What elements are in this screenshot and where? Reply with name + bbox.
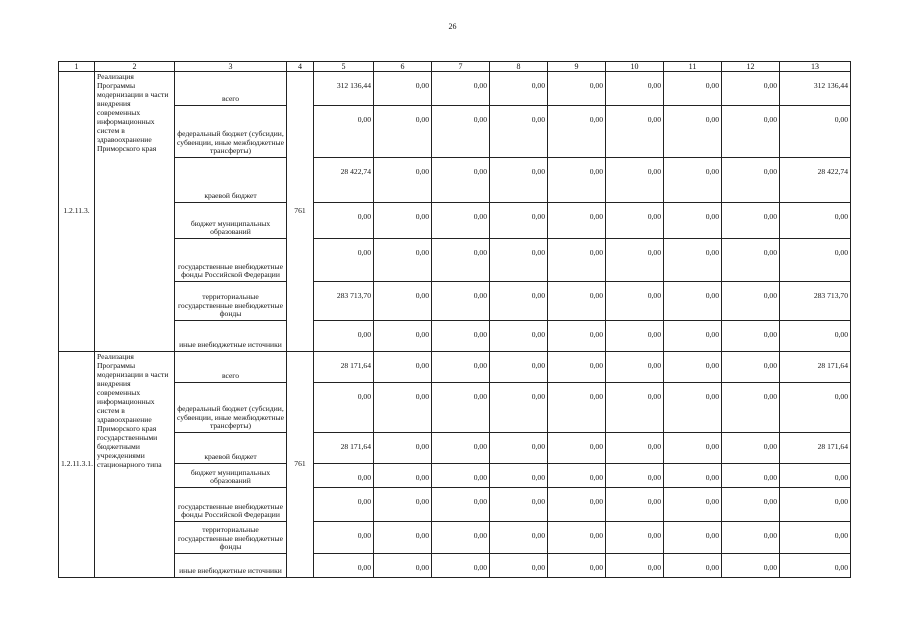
amount-cell: 0,00 (780, 239, 851, 282)
amount-cell: 0,00 (780, 488, 851, 522)
amount-cell: 0,00 (606, 321, 664, 352)
amount-cell: 28 171,64 (780, 433, 851, 464)
amount-cell: 0,00 (722, 321, 780, 352)
table-row (59, 352, 851, 383)
table-row (59, 106, 851, 158)
amount-cell: 0,00 (780, 554, 851, 578)
table-body (59, 72, 851, 578)
amount-cell: 0,00 (606, 352, 664, 383)
amount-cell: 0,00 (374, 321, 432, 352)
amount-cell: 0,00 (314, 321, 374, 352)
amount-cell: 0,00 (664, 554, 722, 578)
column-header: 11 (664, 62, 722, 72)
page-number: 26 (448, 22, 457, 31)
funding-source: краевой бюджет (175, 158, 287, 203)
amount-cell: 0,00 (432, 321, 490, 352)
amount-cell: 28 171,64 (314, 352, 374, 383)
amount-cell: 0,00 (314, 554, 374, 578)
amount-cell: 0,00 (664, 488, 722, 522)
funding-source: бюджет муниципальных образований (175, 203, 287, 239)
funding-source: территориальные государственные внебюджетные фонды (175, 522, 287, 554)
amount-cell: 0,00 (722, 488, 780, 522)
amount-cell: 0,00 (548, 522, 606, 554)
amount-cell: 0,00 (314, 522, 374, 554)
column-header: 5 (314, 62, 374, 72)
amount-cell: 0,00 (606, 522, 664, 554)
amount-cell: 0,00 (780, 203, 851, 239)
grbs-code: 761 (287, 72, 314, 352)
column-header: 8 (490, 62, 548, 72)
item-code: 1.2.11.3. (59, 72, 95, 352)
amount-cell: 0,00 (664, 522, 722, 554)
column-header: 13 (780, 62, 851, 72)
funding-source: федеральный бюджет (субсидии, субвенции, иные межбюджетные трансферты) (175, 106, 287, 158)
amount-cell: 0,00 (374, 433, 432, 464)
amount-cell: 0,00 (374, 488, 432, 522)
amount-cell: 28 422,74 (780, 158, 851, 203)
amount-cell: 0,00 (722, 72, 780, 106)
item-name: Реализация Программы модернизации в части внедрения современных информационных систем в здравоохранение Приморского края государственными бюджетными учреждениями стационарного типа (95, 352, 175, 578)
amount-cell: 0,00 (432, 383, 490, 433)
table-row (59, 158, 851, 203)
amount-cell: 283 713,70 (780, 282, 851, 321)
amount-cell: 0,00 (548, 433, 606, 464)
amount-cell: 0,00 (664, 352, 722, 383)
amount-cell: 0,00 (606, 433, 664, 464)
column-header: 1 (59, 62, 95, 72)
funding-source: федеральный бюджет (субсидии, субвенции, иные межбюджетные трансферты) (175, 383, 287, 433)
table-row (59, 321, 851, 352)
amount-cell: 0,00 (722, 352, 780, 383)
amount-cell: 0,00 (374, 554, 432, 578)
table-row (59, 239, 851, 282)
amount-cell: 0,00 (490, 106, 548, 158)
amount-cell: 0,00 (548, 106, 606, 158)
budget-table (58, 61, 851, 578)
column-header: 6 (374, 62, 432, 72)
amount-cell: 0,00 (606, 158, 664, 203)
funding-source: территориальные государственные внебюджетные фонды (175, 282, 287, 321)
amount-cell: 0,00 (664, 383, 722, 433)
item-code: 1.2.11.3.1. (59, 352, 95, 578)
amount-cell: 28 422,74 (314, 158, 374, 203)
amount-cell: 0,00 (664, 464, 722, 488)
amount-cell: 0,00 (722, 522, 780, 554)
table-row (59, 203, 851, 239)
column-header: 3 (175, 62, 287, 72)
amount-cell: 0,00 (490, 282, 548, 321)
amount-cell: 0,00 (664, 72, 722, 106)
table-row (59, 282, 851, 321)
amount-cell: 0,00 (490, 239, 548, 282)
amount-cell: 0,00 (314, 239, 374, 282)
amount-cell: 0,00 (490, 433, 548, 464)
amount-cell: 0,00 (490, 522, 548, 554)
amount-cell: 0,00 (548, 488, 606, 522)
amount-cell: 0,00 (490, 554, 548, 578)
column-number-row (59, 62, 851, 72)
amount-cell: 0,00 (490, 158, 548, 203)
amount-cell: 0,00 (374, 282, 432, 321)
amount-cell: 0,00 (548, 352, 606, 383)
amount-cell: 0,00 (374, 383, 432, 433)
amount-cell: 0,00 (780, 383, 851, 433)
table-row (59, 72, 851, 106)
amount-cell: 0,00 (548, 158, 606, 203)
amount-cell: 0,00 (664, 106, 722, 158)
funding-source: иные внебюджетные источники (175, 321, 287, 352)
amount-cell: 0,00 (548, 282, 606, 321)
amount-cell: 0,00 (432, 203, 490, 239)
column-header: 2 (95, 62, 175, 72)
amount-cell: 0,00 (606, 383, 664, 433)
amount-cell: 0,00 (374, 72, 432, 106)
amount-cell: 0,00 (548, 203, 606, 239)
amount-cell: 0,00 (490, 203, 548, 239)
amount-cell: 0,00 (432, 72, 490, 106)
amount-cell: 0,00 (548, 321, 606, 352)
column-header: 9 (548, 62, 606, 72)
grbs-code: 761 (287, 352, 314, 578)
funding-source: всего (175, 72, 287, 106)
funding-source: иные внебюджетные источники (175, 554, 287, 578)
amount-cell: 0,00 (722, 106, 780, 158)
amount-cell: 0,00 (490, 352, 548, 383)
amount-cell: 0,00 (490, 383, 548, 433)
amount-cell: 0,00 (722, 239, 780, 282)
amount-cell: 312 136,44 (314, 72, 374, 106)
amount-cell: 0,00 (374, 522, 432, 554)
item-name: Реализация Программы модернизации в части внедрения современных информационных систем в здравоохранение Приморского края (95, 72, 175, 352)
amount-cell: 0,00 (722, 554, 780, 578)
amount-cell: 0,00 (722, 433, 780, 464)
amount-cell: 0,00 (722, 282, 780, 321)
amount-cell: 0,00 (780, 522, 851, 554)
amount-cell: 0,00 (314, 203, 374, 239)
funding-source: всего (175, 352, 287, 383)
amount-cell: 0,00 (548, 72, 606, 106)
amount-cell: 0,00 (606, 554, 664, 578)
amount-cell: 0,00 (606, 72, 664, 106)
amount-cell: 0,00 (490, 72, 548, 106)
funding-source: краевой бюджет (175, 433, 287, 464)
amount-cell: 0,00 (374, 158, 432, 203)
amount-cell: 0,00 (664, 321, 722, 352)
amount-cell: 0,00 (722, 383, 780, 433)
amount-cell: 0,00 (374, 352, 432, 383)
amount-cell: 0,00 (432, 554, 490, 578)
amount-cell: 0,00 (314, 106, 374, 158)
amount-cell: 0,00 (432, 106, 490, 158)
amount-cell: 0,00 (606, 464, 664, 488)
amount-cell: 0,00 (432, 433, 490, 464)
amount-cell: 0,00 (432, 239, 490, 282)
amount-cell: 0,00 (664, 239, 722, 282)
amount-cell: 0,00 (548, 464, 606, 488)
amount-cell: 0,00 (664, 203, 722, 239)
amount-cell: 0,00 (780, 321, 851, 352)
amount-cell: 0,00 (606, 488, 664, 522)
amount-cell: 28 171,64 (314, 433, 374, 464)
amount-cell: 0,00 (490, 464, 548, 488)
amount-cell: 0,00 (432, 158, 490, 203)
column-header: 10 (606, 62, 664, 72)
amount-cell: 0,00 (374, 464, 432, 488)
amount-cell: 283 713,70 (314, 282, 374, 321)
amount-cell: 0,00 (374, 106, 432, 158)
amount-cell: 312 136,44 (780, 72, 851, 106)
amount-cell: 0,00 (490, 321, 548, 352)
funding-source: государственные внебюджетные фонды Российской Федерации (175, 488, 287, 522)
amount-cell: 0,00 (314, 464, 374, 488)
amount-cell: 0,00 (722, 203, 780, 239)
column-header: 12 (722, 62, 780, 72)
amount-cell: 0,00 (314, 488, 374, 522)
amount-cell: 0,00 (314, 383, 374, 433)
amount-cell: 0,00 (432, 464, 490, 488)
amount-cell: 0,00 (780, 106, 851, 158)
amount-cell: 0,00 (432, 352, 490, 383)
amount-cell: 0,00 (548, 383, 606, 433)
column-header: 4 (287, 62, 314, 72)
amount-cell: 0,00 (548, 554, 606, 578)
amount-cell: 0,00 (432, 522, 490, 554)
amount-cell: 0,00 (664, 433, 722, 464)
table-row (59, 522, 851, 554)
funding-source: бюджет муниципальных образований (175, 464, 287, 488)
amount-cell: 0,00 (606, 203, 664, 239)
amount-cell: 0,00 (722, 158, 780, 203)
amount-cell: 0,00 (432, 488, 490, 522)
table-row (59, 383, 851, 433)
amount-cell: 0,00 (780, 464, 851, 488)
amount-cell: 0,00 (490, 488, 548, 522)
amount-cell: 0,00 (664, 158, 722, 203)
amount-cell: 0,00 (374, 203, 432, 239)
table-row (59, 433, 851, 464)
amount-cell: 0,00 (548, 239, 606, 282)
amount-cell: 0,00 (432, 282, 490, 321)
amount-cell: 0,00 (664, 282, 722, 321)
table-row (59, 554, 851, 578)
amount-cell: 0,00 (722, 464, 780, 488)
table-row (59, 464, 851, 488)
funding-source: государственные внебюджетные фонды Российской Федерации (175, 239, 287, 282)
amount-cell: 28 171,64 (780, 352, 851, 383)
column-header: 7 (432, 62, 490, 72)
table-row (59, 488, 851, 522)
amount-cell: 0,00 (606, 239, 664, 282)
amount-cell: 0,00 (606, 282, 664, 321)
amount-cell: 0,00 (606, 106, 664, 158)
amount-cell: 0,00 (374, 239, 432, 282)
